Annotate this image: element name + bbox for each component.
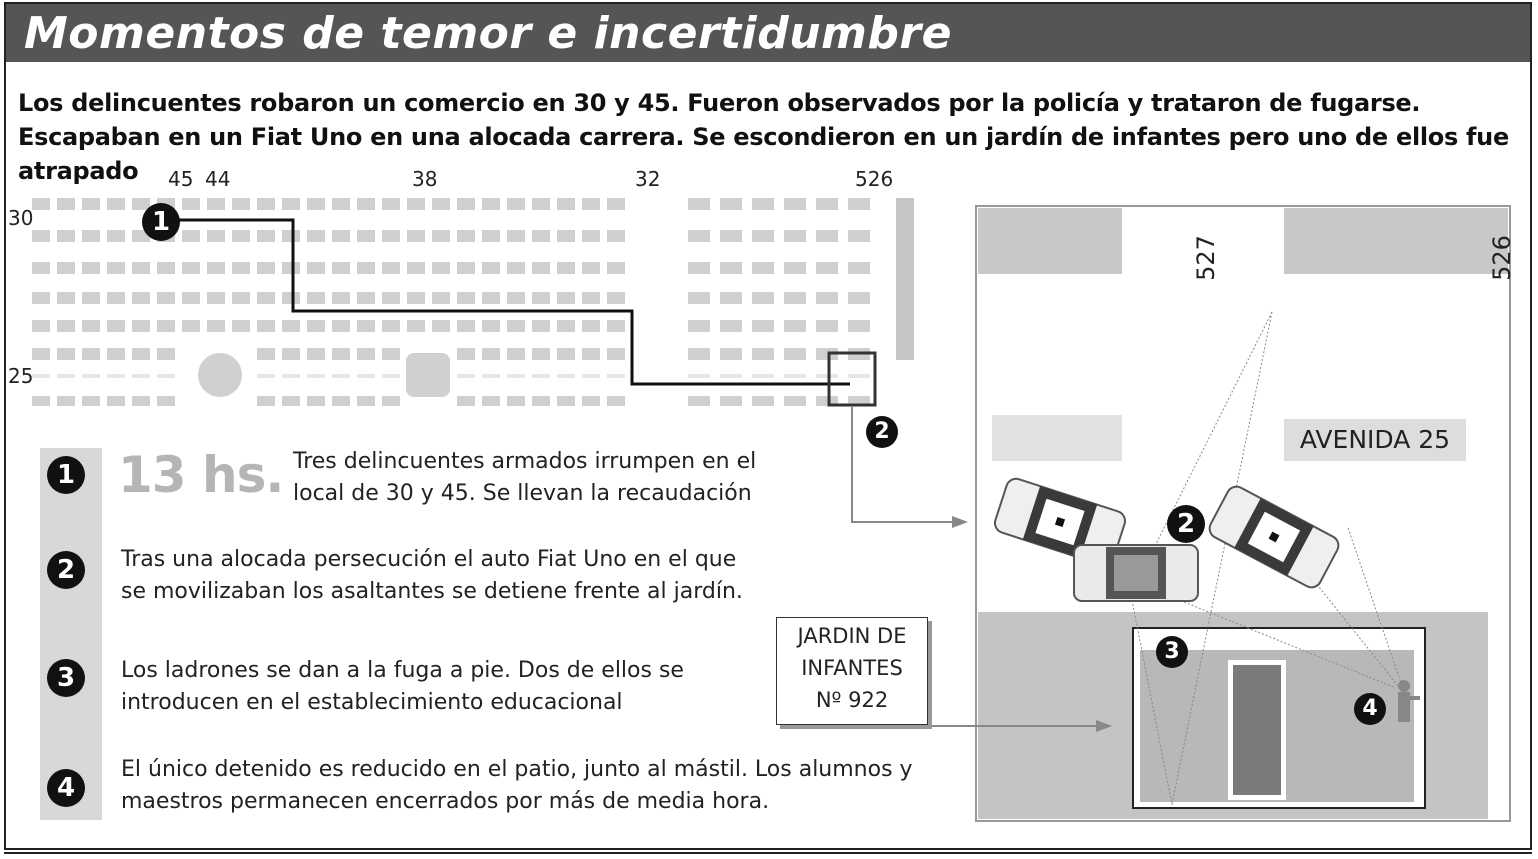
city-block [357, 348, 375, 360]
city-block [720, 198, 742, 210]
city-block [57, 262, 75, 274]
city-block [688, 262, 710, 274]
street-32-gap [651, 198, 659, 406]
city-block [32, 262, 50, 274]
city-block [457, 320, 475, 332]
city-block [357, 198, 375, 210]
city-block [557, 396, 575, 406]
city-block [32, 320, 50, 332]
city-block [232, 292, 250, 304]
city-block [432, 230, 450, 242]
detail-marker-2: 2 [1167, 505, 1205, 543]
detail-street-527: 527 [1192, 235, 1220, 281]
plaza-square [406, 353, 450, 397]
city-block [407, 198, 425, 210]
city-block [307, 262, 325, 274]
city-block [784, 198, 806, 210]
city-block [282, 262, 300, 274]
city-block [282, 348, 300, 360]
step-3-line-2: introducen en el establecimiento educacional [121, 690, 623, 715]
city-block [57, 230, 75, 242]
city-block [82, 348, 100, 360]
city-block [688, 198, 710, 210]
step-1-time: 13 hs. [118, 446, 284, 504]
jardin-line-3: Nº 922 [815, 688, 889, 712]
page-title: Momentos de temor e incertidumbre [24, 8, 952, 59]
city-block [257, 262, 275, 274]
city-block [82, 320, 100, 332]
city-block [532, 374, 550, 378]
city-block [720, 396, 742, 406]
city-block [557, 348, 575, 360]
city-block [232, 320, 250, 332]
city-block [82, 230, 100, 242]
city-block [457, 396, 475, 406]
city-block [132, 396, 150, 406]
step-4-text [121, 754, 913, 818]
street-label-38: 38 [412, 167, 438, 191]
city-block [752, 230, 774, 242]
city-block [848, 230, 870, 242]
city-block [816, 320, 838, 332]
detail-marker-3: 3 [1156, 636, 1188, 668]
city-block [132, 320, 150, 332]
city-block [688, 292, 710, 304]
city-block [752, 396, 774, 406]
city-block [132, 262, 150, 274]
city-block [532, 230, 550, 242]
city-block [207, 230, 225, 242]
city-block [816, 198, 838, 210]
city-block [32, 198, 50, 210]
city-block [57, 292, 75, 304]
city-block [784, 262, 806, 274]
jardin-line-2: INFANTES [801, 656, 903, 680]
detail-block-left [978, 208, 1122, 274]
city-block [82, 292, 100, 304]
city-block [332, 320, 350, 332]
city-block [157, 374, 175, 378]
city-block [357, 262, 375, 274]
city-block [307, 396, 325, 406]
detail-marker-4: 4 [1354, 693, 1386, 725]
city-block [82, 396, 100, 406]
city-block [257, 396, 275, 406]
city-block [557, 292, 575, 304]
city-block [357, 292, 375, 304]
city-block [257, 230, 275, 242]
city-block [157, 348, 175, 360]
step-badge-2: 2 [47, 551, 85, 589]
city-block [784, 348, 806, 360]
step-1-line-1: Tres delincuentes armados irrumpen en el [293, 449, 757, 474]
street-label-32: 32 [635, 167, 661, 191]
city-block [282, 292, 300, 304]
city-block [607, 320, 625, 332]
city-block [157, 292, 175, 304]
city-block [107, 320, 125, 332]
city-block [357, 320, 375, 332]
city-block [107, 292, 125, 304]
city-block [557, 262, 575, 274]
street-label-526: 526 [855, 167, 894, 191]
city-block [720, 292, 742, 304]
city-block [432, 198, 450, 210]
city-block [816, 230, 838, 242]
step-2-text [121, 544, 743, 608]
city-block [257, 292, 275, 304]
city-block [307, 198, 325, 210]
city-block [432, 292, 450, 304]
city-block [182, 230, 200, 242]
city-block [720, 320, 742, 332]
city-block [232, 262, 250, 274]
city-block [332, 374, 350, 378]
city-block [182, 262, 200, 274]
city-block [132, 348, 150, 360]
city-block [482, 230, 500, 242]
city-block [784, 374, 806, 378]
city-block [282, 320, 300, 332]
city-block [407, 320, 425, 332]
city-block [784, 396, 806, 406]
city-block [848, 292, 870, 304]
map-marker-2: 2 [866, 416, 898, 448]
city-block [207, 320, 225, 332]
city-block [282, 230, 300, 242]
city-block [157, 262, 175, 274]
city-block [457, 374, 475, 378]
step-4-line-2: maestros permanecen encerrados por más de media hora. [121, 789, 770, 814]
city-block [57, 396, 75, 406]
city-block [107, 198, 125, 210]
city-block [107, 348, 125, 360]
city-block [532, 292, 550, 304]
step-3-line-1: Los ladrones se dan a la fuga a pie. Dos de ellos se [121, 658, 684, 683]
city-block [720, 230, 742, 242]
step-4-line-1: El único detenido es reducido en el patio, junto al mástil. Los alumnos y [121, 757, 913, 782]
city-block [32, 292, 50, 304]
city-block [582, 320, 600, 332]
city-block [257, 320, 275, 332]
street-label-44: 44 [205, 167, 231, 191]
city-block [257, 374, 275, 378]
city-block [332, 292, 350, 304]
city-block [482, 198, 500, 210]
city-block [207, 198, 225, 210]
avenida-label: AVENIDA 25 [1284, 419, 1466, 461]
jardin-label-box [776, 617, 928, 725]
city-block [607, 198, 625, 210]
city-block [457, 262, 475, 274]
city-block [382, 292, 400, 304]
city-block [532, 320, 550, 332]
city-block [507, 320, 525, 332]
city-block [752, 262, 774, 274]
street-label-45: 45 [168, 167, 194, 191]
city-block [407, 292, 425, 304]
city-block [157, 320, 175, 332]
detail-block-right [1284, 208, 1508, 274]
city-block [82, 262, 100, 274]
city-block [848, 320, 870, 332]
city-block [848, 262, 870, 274]
zoom-arrowhead [952, 516, 968, 528]
city-block [382, 396, 400, 406]
city-block [532, 198, 550, 210]
city-block [82, 198, 100, 210]
city-block [457, 230, 475, 242]
city-block [182, 292, 200, 304]
plaza-circle [198, 353, 242, 397]
city-block [407, 230, 425, 242]
city-block [688, 374, 710, 378]
city-block [57, 198, 75, 210]
city-block [107, 374, 125, 378]
city-block [532, 348, 550, 360]
city-block [816, 292, 838, 304]
city-block [532, 396, 550, 406]
city-block [816, 262, 838, 274]
city-block [688, 230, 710, 242]
city-block [507, 198, 525, 210]
city-block [557, 320, 575, 332]
city-block [607, 374, 625, 378]
city-block [257, 348, 275, 360]
city-block [32, 374, 50, 378]
city-block [507, 230, 525, 242]
city-block [32, 348, 50, 360]
city-block [607, 262, 625, 274]
city-block [57, 320, 75, 332]
step-badge-1: 1 [47, 456, 85, 494]
city-block [232, 198, 250, 210]
city-block [357, 230, 375, 242]
city-block [157, 396, 175, 406]
city-block [816, 374, 838, 378]
city-block [382, 348, 400, 360]
city-block [582, 348, 600, 360]
city-block [307, 230, 325, 242]
city-block [132, 292, 150, 304]
city-block [482, 374, 500, 378]
jardin-line-1: JARDIN DE [797, 624, 907, 648]
city-block [752, 320, 774, 332]
city-block [752, 198, 774, 210]
city-block [507, 348, 525, 360]
city-block [382, 198, 400, 210]
city-block [607, 292, 625, 304]
city-block [332, 230, 350, 242]
city-block [720, 374, 742, 378]
city-block [784, 292, 806, 304]
step-badge-3: 3 [47, 659, 85, 697]
detail-street-526: 526 [1488, 235, 1516, 281]
city-block [307, 374, 325, 378]
city-block [582, 230, 600, 242]
city-block [688, 396, 710, 406]
city-block [307, 320, 325, 332]
city-block [357, 396, 375, 406]
city-block [307, 348, 325, 360]
city-block [457, 198, 475, 210]
city-block [332, 348, 350, 360]
city-block [382, 262, 400, 274]
city-block [582, 396, 600, 406]
city-block [557, 198, 575, 210]
city-block [507, 374, 525, 378]
city-block [57, 374, 75, 378]
city-block [607, 348, 625, 360]
city-block [482, 348, 500, 360]
city-block [688, 320, 710, 332]
city-block [848, 374, 870, 378]
step-badge-4: 4 [47, 769, 85, 807]
city-block [507, 262, 525, 274]
city-block [282, 374, 300, 378]
pool [1233, 665, 1281, 795]
map-marker-1: 1 [142, 203, 180, 241]
step-3-text [121, 655, 684, 719]
city-block [752, 348, 774, 360]
city-block [182, 320, 200, 332]
city-block [232, 230, 250, 242]
city-block [582, 198, 600, 210]
city-block [557, 230, 575, 242]
city-block [207, 292, 225, 304]
city-block [784, 230, 806, 242]
city-block [382, 320, 400, 332]
city-block [720, 348, 742, 360]
city-block [82, 374, 100, 378]
steps-side-bar [40, 448, 102, 820]
city-block [207, 262, 225, 274]
city-block [32, 230, 50, 242]
city-block [582, 262, 600, 274]
step-1-text [293, 446, 756, 510]
street-label-30: 30 [8, 206, 34, 230]
city-block [848, 198, 870, 210]
city-block [382, 230, 400, 242]
city-block [107, 396, 125, 406]
city-block [457, 348, 475, 360]
city-block [784, 320, 806, 332]
city-block [457, 292, 475, 304]
city-block [482, 262, 500, 274]
city-block [32, 396, 50, 406]
city-block [257, 198, 275, 210]
city-block [752, 292, 774, 304]
city-block [607, 396, 625, 406]
city-block [407, 262, 425, 274]
city-block [507, 292, 525, 304]
city-block [57, 348, 75, 360]
city-block [507, 396, 525, 406]
city-block [432, 320, 450, 332]
city-block [482, 292, 500, 304]
city-block [557, 374, 575, 378]
street-label-25: 25 [8, 364, 34, 388]
city-block [107, 262, 125, 274]
city-block [282, 396, 300, 406]
step-1-line-2: local de 30 y 45. Se llevan la recaudación [293, 481, 752, 506]
avenue-526-block [896, 198, 914, 360]
city-block [432, 262, 450, 274]
city-block [332, 198, 350, 210]
city-block [282, 198, 300, 210]
city-block [582, 374, 600, 378]
city-block [720, 262, 742, 274]
city-block [482, 320, 500, 332]
city-block [382, 374, 400, 378]
city-block [752, 374, 774, 378]
city-block [132, 374, 150, 378]
step-2-line-2: se movilizaban los asaltantes se detiene frente al jardín. [121, 579, 743, 604]
intro-text: Los delincuentes robaron un comercio en 30 y 45. Fueron observados por la policía y trataron de fugarse. Escapaban en un Fiat Uno en una alocada carrera. Se escondieron en un jardín de infantes pero uno de ellos fue atrapado [18, 89, 1509, 185]
city-block [688, 348, 710, 360]
city-block [307, 292, 325, 304]
city-block [357, 374, 375, 378]
fiat-uno-car [1074, 545, 1198, 601]
city-block [107, 230, 125, 242]
step-2-line-1: Tras una alocada persecución el auto Fiat Uno en el que [121, 547, 737, 572]
city-block [532, 262, 550, 274]
city-block [332, 396, 350, 406]
city-block [582, 292, 600, 304]
city-block [332, 262, 350, 274]
city-block [182, 198, 200, 210]
detail-median [992, 415, 1122, 461]
city-block [607, 230, 625, 242]
city-block [482, 396, 500, 406]
